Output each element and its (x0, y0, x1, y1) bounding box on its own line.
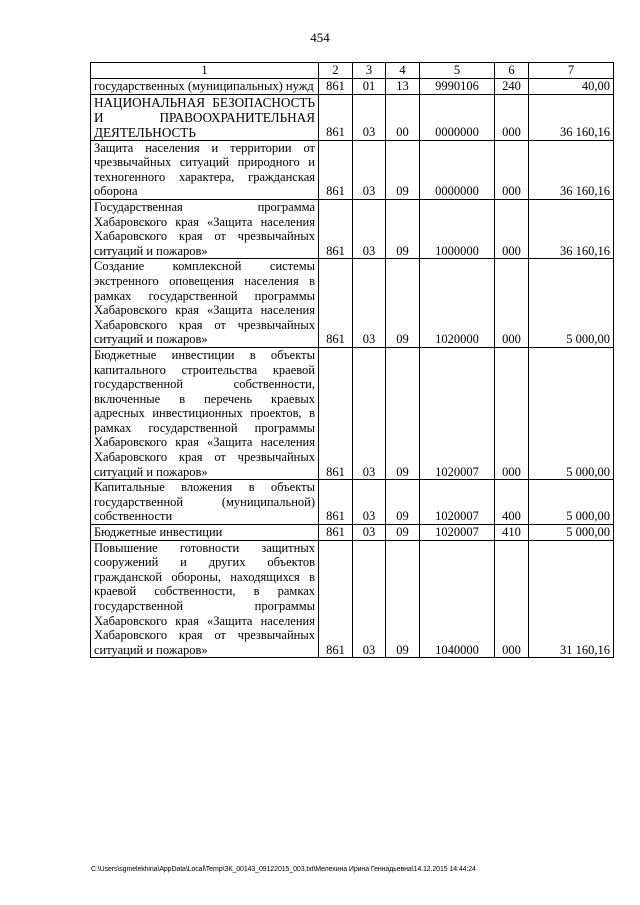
code-section: 03 (353, 480, 386, 525)
table-row (91, 140, 614, 199)
table-header (91, 63, 614, 79)
table-row (91, 540, 614, 658)
row-description: НАЦИОНАЛЬНАЯ БЕЗОПАСНОСТЬ И ПРАВООХРАНИТЕЛЬНАЯ ДЕЯТЕЛЬНОСТЬ (91, 94, 319, 140)
code-ministry: 861 (319, 540, 353, 658)
amount: 31 160,16 (529, 540, 614, 658)
code-target: 1040000 (420, 540, 495, 658)
row-description: Повышение готовности защитных сооружений и других объектов гражданской обороны, находящихся в краевой собственности, в рамках государственной программы Хабаровского края «Защита населения Хабаровского края от чрезвычайных ситуаций и пожаров» (91, 540, 319, 658)
code-expense-type: 000 (495, 540, 529, 658)
amount: 36 160,16 (529, 140, 614, 199)
budget-table (90, 62, 614, 658)
code-subsection: 13 (386, 79, 420, 95)
code-section: 03 (353, 94, 386, 140)
code-subsection: 09 (386, 525, 420, 541)
code-section: 03 (353, 525, 386, 541)
amount: 5 000,00 (529, 525, 614, 541)
table-row (91, 480, 614, 525)
code-section: 03 (353, 140, 386, 199)
code-expense-type: 410 (495, 525, 529, 541)
code-section: 03 (353, 347, 386, 479)
code-expense-type: 000 (495, 347, 529, 479)
code-subsection: 09 (386, 199, 420, 258)
code-subsection: 09 (386, 259, 420, 348)
code-ministry: 861 (319, 347, 353, 479)
code-subsection: 00 (386, 94, 420, 140)
header-cell: 3 (353, 63, 386, 79)
code-ministry: 861 (319, 259, 353, 348)
code-subsection: 09 (386, 480, 420, 525)
page-number: 454 (310, 30, 330, 45)
header-cell: 6 (495, 63, 529, 79)
code-expense-type: 000 (495, 94, 529, 140)
code-target: 9990106 (420, 79, 495, 95)
document-footer: C:\Users\sgmelekhina\AppData\Local\Temp\ЗК_00143_09122015_003.txt\Мелехина Ирина Геннадьевна\14.12.2015 14:44:24 (91, 866, 476, 873)
code-section: 03 (353, 259, 386, 348)
code-ministry: 861 (319, 199, 353, 258)
amount: 40,00 (529, 79, 614, 95)
header-cell: 5 (420, 63, 495, 79)
header-cell: 4 (386, 63, 420, 79)
header-cell: 7 (529, 63, 614, 79)
header-cell: 2 (319, 63, 353, 79)
table-row (91, 79, 614, 95)
code-target: 1020007 (420, 525, 495, 541)
code-expense-type: 000 (495, 259, 529, 348)
table-row (91, 347, 614, 479)
amount: 5 000,00 (529, 259, 614, 348)
code-target: 1020007 (420, 480, 495, 525)
code-ministry: 861 (319, 94, 353, 140)
row-description: Капитальные вложения в объекты государственной (муниципальной) собственности (91, 480, 319, 525)
table-row (91, 199, 614, 258)
row-description: Бюджетные инвестиции (91, 525, 319, 541)
code-ministry: 861 (319, 79, 353, 95)
code-expense-type: 400 (495, 480, 529, 525)
table-row (91, 94, 614, 140)
code-target: 0000000 (420, 140, 495, 199)
table-row (91, 259, 614, 348)
table-row (91, 525, 614, 541)
row-description: Государственная программа Хабаровского края «Защита населения Хабаровского края от чрезвычайных ситуаций и пожаров» (91, 199, 319, 258)
code-expense-type: 000 (495, 199, 529, 258)
code-expense-type: 000 (495, 140, 529, 199)
code-target: 1020000 (420, 259, 495, 348)
row-description: государственных (муниципальных) нужд (91, 79, 319, 95)
code-section: 03 (353, 199, 386, 258)
code-subsection: 09 (386, 540, 420, 658)
code-ministry: 861 (319, 140, 353, 199)
code-target: 1000000 (420, 199, 495, 258)
header-cell: 1 (91, 63, 319, 79)
code-subsection: 09 (386, 347, 420, 479)
amount: 36 160,16 (529, 94, 614, 140)
code-ministry: 861 (319, 480, 353, 525)
code-target: 0000000 (420, 94, 495, 140)
code-section: 01 (353, 79, 386, 95)
row-description: Защита населения и территории от чрезвычайных ситуаций природного и техногенного характера, гражданская оборона (91, 140, 319, 199)
code-section: 03 (353, 540, 386, 658)
row-description: Бюджетные инвестиции в объекты капитального строительства краевой государственной собственности, включенные в перечень краевых адресных инвестиционных проектов, в рамках государственной программы Хабаровского края «Защита населения Хабаровского края от чрезвычайных ситуаций и пожаров» (91, 347, 319, 479)
amount: 36 160,16 (529, 199, 614, 258)
amount: 5 000,00 (529, 347, 614, 479)
code-expense-type: 240 (495, 79, 529, 95)
code-target: 1020007 (420, 347, 495, 479)
code-ministry: 861 (319, 525, 353, 541)
row-description: Создание комплексной системы экстренного оповещения населения в рамках государственной программы Хабаровского края «Защита населения Хабаровского края от чрезвычайных ситуаций и пожаров» (91, 259, 319, 348)
code-subsection: 09 (386, 140, 420, 199)
amount: 5 000,00 (529, 480, 614, 525)
